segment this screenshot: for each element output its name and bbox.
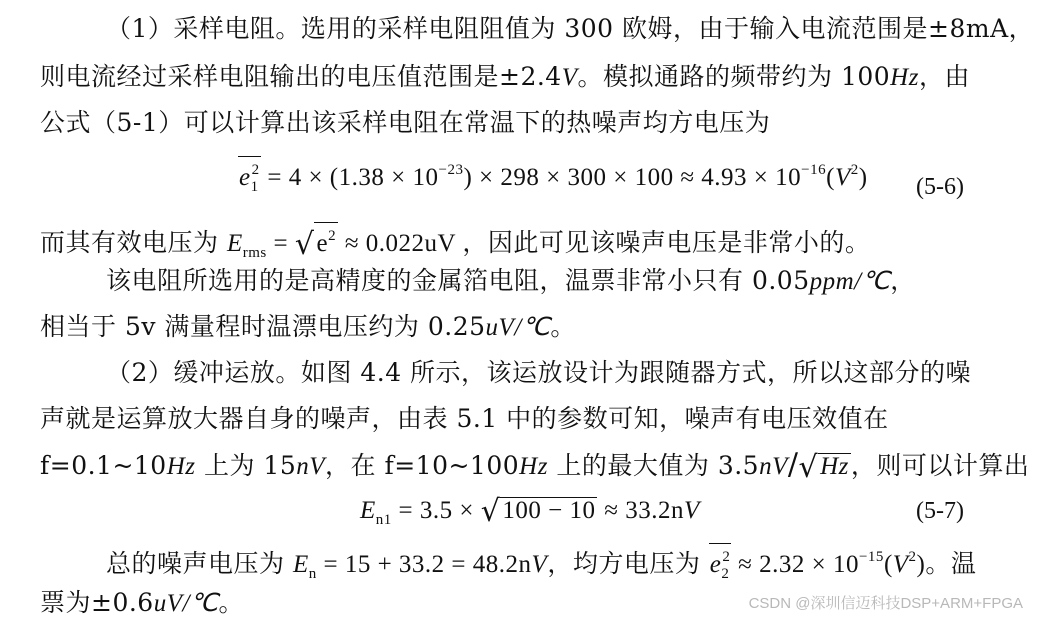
paragraph-line-12 (106, 542, 976, 589)
text: ， (890, 266, 916, 295)
paren: ) (858, 164, 868, 191)
text: 总的噪声电压为 (106, 549, 293, 578)
paren: ( (883, 551, 893, 578)
paragraph-line-13 (40, 588, 244, 619)
sqrt: √Hz (798, 450, 849, 485)
expression: = 3.5 × (391, 497, 481, 524)
unit-v: V (683, 497, 700, 524)
subscript: rms (242, 245, 267, 261)
expression: = 4 × (1.38 × 10 (260, 164, 439, 191)
unit-v: V (834, 164, 851, 191)
paren: ) (916, 551, 926, 578)
text: （1）采样电阻。选用的采样电阻阻值为 300 欧姆，由于输入电流范围是±8mA， (106, 14, 1035, 43)
expression: ≈ 2.32 × 10 (731, 551, 859, 578)
exponent: −15 (858, 549, 884, 565)
equation-5-7 (360, 496, 700, 535)
unit-v: V (531, 551, 548, 578)
text: 则电流经过采样电阻输出的电压值范围是±2.4 (40, 62, 562, 91)
text: ，在 f=10~100 (325, 451, 520, 480)
symbol-e: E (292, 551, 309, 578)
paragraph-line-8 (106, 358, 971, 388)
expression: ≈ 33.2n (597, 497, 684, 524)
subscript: n1 (375, 512, 392, 528)
subscript: n (308, 566, 317, 582)
superscript: 2 (251, 162, 260, 178)
symbol-e: E (226, 230, 243, 257)
text: 该电阻所选用的是高精度的金属箔电阻，温票非常小只有 0.05 (106, 266, 810, 295)
text: f=0.1~10 (40, 451, 167, 480)
paragraph-line-5 (40, 222, 870, 268)
equation-5-6 (238, 155, 868, 200)
paragraph-line-1 (106, 14, 1034, 44)
unit-ppm: ppm/℃ (809, 268, 891, 295)
text: 声就是运算放大器自身的噪声，由表 5.1 中的参数可知，噪声有电压效值在 (40, 404, 889, 433)
unit-uv: uV/℃ (485, 314, 551, 341)
paragraph-line-9 (40, 404, 889, 434)
superscript: 2 (908, 549, 917, 565)
radicand: e (316, 230, 329, 257)
symbol-e: e (239, 164, 251, 191)
text: 公式（5-1）可以计算出该采样电阻在常温下的热噪声均方电压为 (40, 108, 771, 137)
paragraph-line-10 (40, 447, 1030, 485)
paren: ( (826, 164, 835, 191)
watermark: CSDN @深圳信迈科技DSP+ARM+FPGA (748, 595, 1023, 612)
unit-nv: nV (759, 453, 788, 480)
equals: = (266, 230, 295, 257)
subscript: 1 (250, 179, 259, 195)
expression: ) × 298 × 300 × 100 ≈ 4.93 × 10 (463, 164, 802, 191)
superscript: 2 (722, 549, 731, 565)
exponent: −23 (438, 162, 464, 178)
unit-v: V (561, 64, 578, 91)
unit-nv: nV (296, 453, 326, 480)
text: 上为 15 (195, 451, 297, 480)
slash: / (787, 447, 799, 482)
equation-number-5-7: (5-7) (916, 498, 964, 524)
symbol-e: e (709, 551, 722, 578)
text: 相当于 5v 满量程时温漂电压约为 0.25 (40, 312, 486, 341)
unit-v: V (892, 551, 909, 578)
overline-e2 (709, 543, 732, 587)
superscript: 2 (328, 228, 337, 244)
text: 票为±0.6 (40, 588, 154, 617)
equation-number-5-6: (5-6) (916, 174, 964, 200)
paragraph-line-2 (40, 62, 970, 93)
text: ，均方电压为 (547, 549, 709, 578)
paragraph-line-7 (40, 312, 576, 343)
superscript: 2 (850, 162, 859, 178)
paragraph-line-6 (106, 266, 916, 297)
unit-uv: uV/℃ (153, 590, 219, 617)
exponent: −16 (801, 162, 827, 178)
unit-hz: Hz (890, 64, 919, 91)
radicand: Hz (820, 453, 849, 480)
expression: = 15 + 33.2 = 48.2n (316, 551, 532, 578)
text: ≈ 0.022uV ，因此可见该噪声电压是非常小的。 (338, 230, 871, 257)
unit-hz: Hz (166, 453, 196, 480)
sqrt: √100 − 10 (480, 494, 596, 529)
paragraph-line-3 (40, 108, 770, 138)
symbol-e: E (360, 497, 376, 524)
unit-hz: Hz (519, 453, 548, 480)
text: （2）缓冲运放。如图 4.4 所示，该运放设计为跟随器方式，所以这部分的噪 (106, 358, 972, 387)
sqrt: $√e^2$ (295, 222, 338, 260)
radicand: 100 − 10 (502, 497, 596, 524)
text: 而其有效电压为 (40, 228, 227, 257)
overline-e1 (238, 156, 261, 200)
text: 。模拟通路的频带约为 100 (577, 62, 891, 91)
text: ，则可以计算出 (850, 451, 1030, 480)
text: ，由 (918, 62, 970, 91)
text: 。温 (925, 549, 977, 578)
text: 上的最大值为 3.5 (547, 451, 760, 480)
subscript: 2 (721, 566, 730, 582)
text: 。 (550, 312, 576, 341)
text: 。 (218, 588, 245, 617)
